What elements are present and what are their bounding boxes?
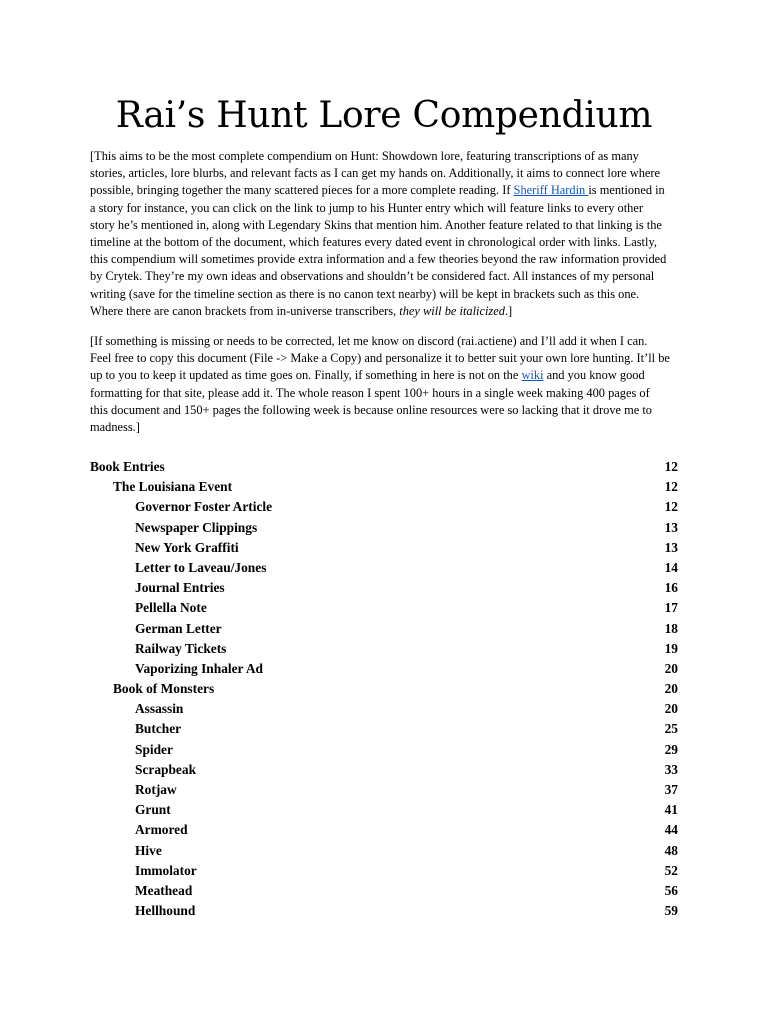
toc-entry[interactable] <box>90 841 678 861</box>
toc-entry[interactable] <box>90 659 678 679</box>
toc-entry-label: Railway Tickets <box>135 640 227 656</box>
toc-entry[interactable] <box>90 598 678 618</box>
toc-entry-page: 33 <box>664 761 678 777</box>
intro-text: Where there are canon brackets from in-universe transcribers, <box>90 303 400 318</box>
toc-entry-page: 12 <box>664 499 678 515</box>
intro-paragraph <box>90 148 680 320</box>
note-text: up to you to keep it updated as time goes on. Finally, if something in here is not on the <box>90 368 522 383</box>
intro-line: timeline at the bottom of the document, which features every dated event in chronological order with links. Lastly, <box>90 235 657 250</box>
toc-entry-label: Hive <box>135 842 162 858</box>
note-line: [If something is missing or needs to be corrected, let me know on discord (rai.actiene) and I’ll add it when I can. <box>90 334 648 348</box>
intro-line <box>90 303 680 320</box>
note-line: Feel free to copy this document (File -> Make a Copy) and personalize it to better suit your own lore hunting. It’ll be <box>90 351 670 366</box>
wiki-link[interactable]: wiki <box>521 368 544 383</box>
toc-entry-page: 18 <box>664 620 678 636</box>
toc-entry[interactable] <box>90 619 678 639</box>
toc-entry[interactable] <box>90 740 678 760</box>
toc-entry-label: Book of Monsters <box>113 681 215 697</box>
intro-text: possible, bringing together the many scattered pieces for a more complete reading. If <box>90 183 514 198</box>
intro-line: by Crytek. They’re my own ideas and observations and shouldn’t be considered fact. All instances of my personal <box>90 269 655 284</box>
intro-line: a story for instance, you can click on the link to jump to his Hunter entry which will feature links to every other <box>90 200 643 215</box>
toc-entry-label: Letter to Laveau/Jones <box>135 559 267 575</box>
intro-line: this compendium will sometimes provide extra information and a few theories beyond the raw information provided <box>90 252 667 267</box>
toc-entry-page: 41 <box>664 802 678 818</box>
intro-line <box>90 182 680 199</box>
toc-entry-page: 59 <box>664 903 678 919</box>
toc-entry-page: 16 <box>664 580 678 596</box>
toc-entry-label: Butcher <box>135 721 182 737</box>
toc-entry-label: Meathead <box>135 882 193 898</box>
toc-entry[interactable] <box>90 578 678 598</box>
toc-entry-label: Grunt <box>135 802 171 818</box>
intro-line: [This aims to be the most complete compendium on Hunt: Showdown lore, featuring transcriptions of as many <box>90 149 639 163</box>
toc-entry-page: 44 <box>664 822 678 838</box>
toc-entry-label: Spider <box>135 741 173 757</box>
note-line: formatting for that site, please add it. The whole reason I spent 100+ hours in a single week making 400 pages of <box>90 385 650 400</box>
toc-entry-label: Journal Entries <box>135 580 225 596</box>
toc-entry-label: Book Entries <box>90 459 165 474</box>
toc-entry-label: Pellella Note <box>135 600 207 616</box>
toc-entry-label: Hellhound <box>135 903 196 919</box>
toc-entry[interactable] <box>90 558 678 578</box>
toc-entry-page: 48 <box>664 842 678 858</box>
toc-entry-label: Rotjaw <box>135 782 177 797</box>
note-text: and you know good <box>543 368 645 383</box>
toc-entry-label: German Letter <box>135 620 222 636</box>
toc-entry-page: 56 <box>664 882 678 898</box>
toc-entry-page: 29 <box>664 741 678 757</box>
toc-entry[interactable] <box>90 679 678 699</box>
toc-entry-page: 20 <box>664 660 678 676</box>
toc-entry-page: 14 <box>664 559 678 575</box>
toc-entry-label: The Louisiana Event <box>113 479 233 495</box>
toc-entry-page: 20 <box>664 701 678 717</box>
toc-entry-page: 52 <box>664 862 678 878</box>
toc-entry[interactable] <box>90 518 678 538</box>
toc-entry-label: Governor Foster Article <box>135 499 273 515</box>
intro-line: writing (save for the timeline section as there is no canon text nearby) will be kept in brackets such as this one. <box>90 286 640 301</box>
note-line <box>90 367 680 384</box>
toc-entry-page: 13 <box>664 539 678 555</box>
toc-entry[interactable] <box>90 901 678 921</box>
toc-entry-label: Scrapbeak <box>135 761 197 777</box>
toc-entry[interactable] <box>90 719 678 739</box>
intro-text: .] <box>504 303 513 318</box>
toc-entry[interactable] <box>90 820 678 840</box>
toc-entry-page: 13 <box>664 519 678 535</box>
toc-entry-label: Immolator <box>135 862 197 878</box>
toc-entry-page: 12 <box>664 479 678 495</box>
toc-entry-page: 37 <box>664 782 678 797</box>
document-title: Rai’s Hunt Lore Compendium <box>115 95 653 136</box>
note-line: madness.] <box>90 420 140 435</box>
toc-entry[interactable] <box>90 538 678 558</box>
toc-entry[interactable] <box>90 800 678 820</box>
toc-entry-label: New York Graffiti <box>135 539 239 555</box>
toc-entry[interactable] <box>90 457 678 477</box>
toc-entry[interactable] <box>90 699 678 719</box>
note-line: this document and 150+ pages the following week is because online resources were so lacking that it drove me to <box>90 402 653 417</box>
toc-entry[interactable] <box>90 477 678 497</box>
toc-entry[interactable] <box>90 760 678 780</box>
toc-entry-label: Newspaper Clippings <box>135 519 258 535</box>
sheriff-hardin-link[interactable]: Sheriff Hardin <box>513 183 589 198</box>
toc-entry[interactable] <box>90 881 678 901</box>
toc-entry-page: 20 <box>664 681 678 697</box>
toc-entry-label: Armored <box>135 822 188 838</box>
toc-entry[interactable] <box>90 861 678 881</box>
note-paragraph <box>90 333 680 436</box>
intro-line: stories, articles, lore blurbs, and relevant facts as I can get my hands on. Additionally, it aims to connect lore where <box>90 166 661 181</box>
toc-entry-label: Vaporizing Inhaler Ad <box>135 660 263 676</box>
table-of-contents <box>90 457 678 921</box>
toc-entry-page: 25 <box>664 721 678 737</box>
toc-entry[interactable] <box>90 780 678 800</box>
italic-text: they will be italicized <box>399 303 505 318</box>
toc-entry-page: 12 <box>664 459 678 474</box>
toc-entry[interactable] <box>90 497 678 517</box>
intro-line: story he’s mentioned in, along with Legendary Skins that mention him. Another feature related to that linking is the <box>90 217 662 232</box>
toc-entry-page: 19 <box>664 640 678 656</box>
toc-entry-page: 17 <box>664 600 678 616</box>
intro-text: is mentioned in <box>588 183 665 198</box>
toc-entry[interactable] <box>90 639 678 659</box>
toc-entry-label: Assassin <box>135 701 184 717</box>
